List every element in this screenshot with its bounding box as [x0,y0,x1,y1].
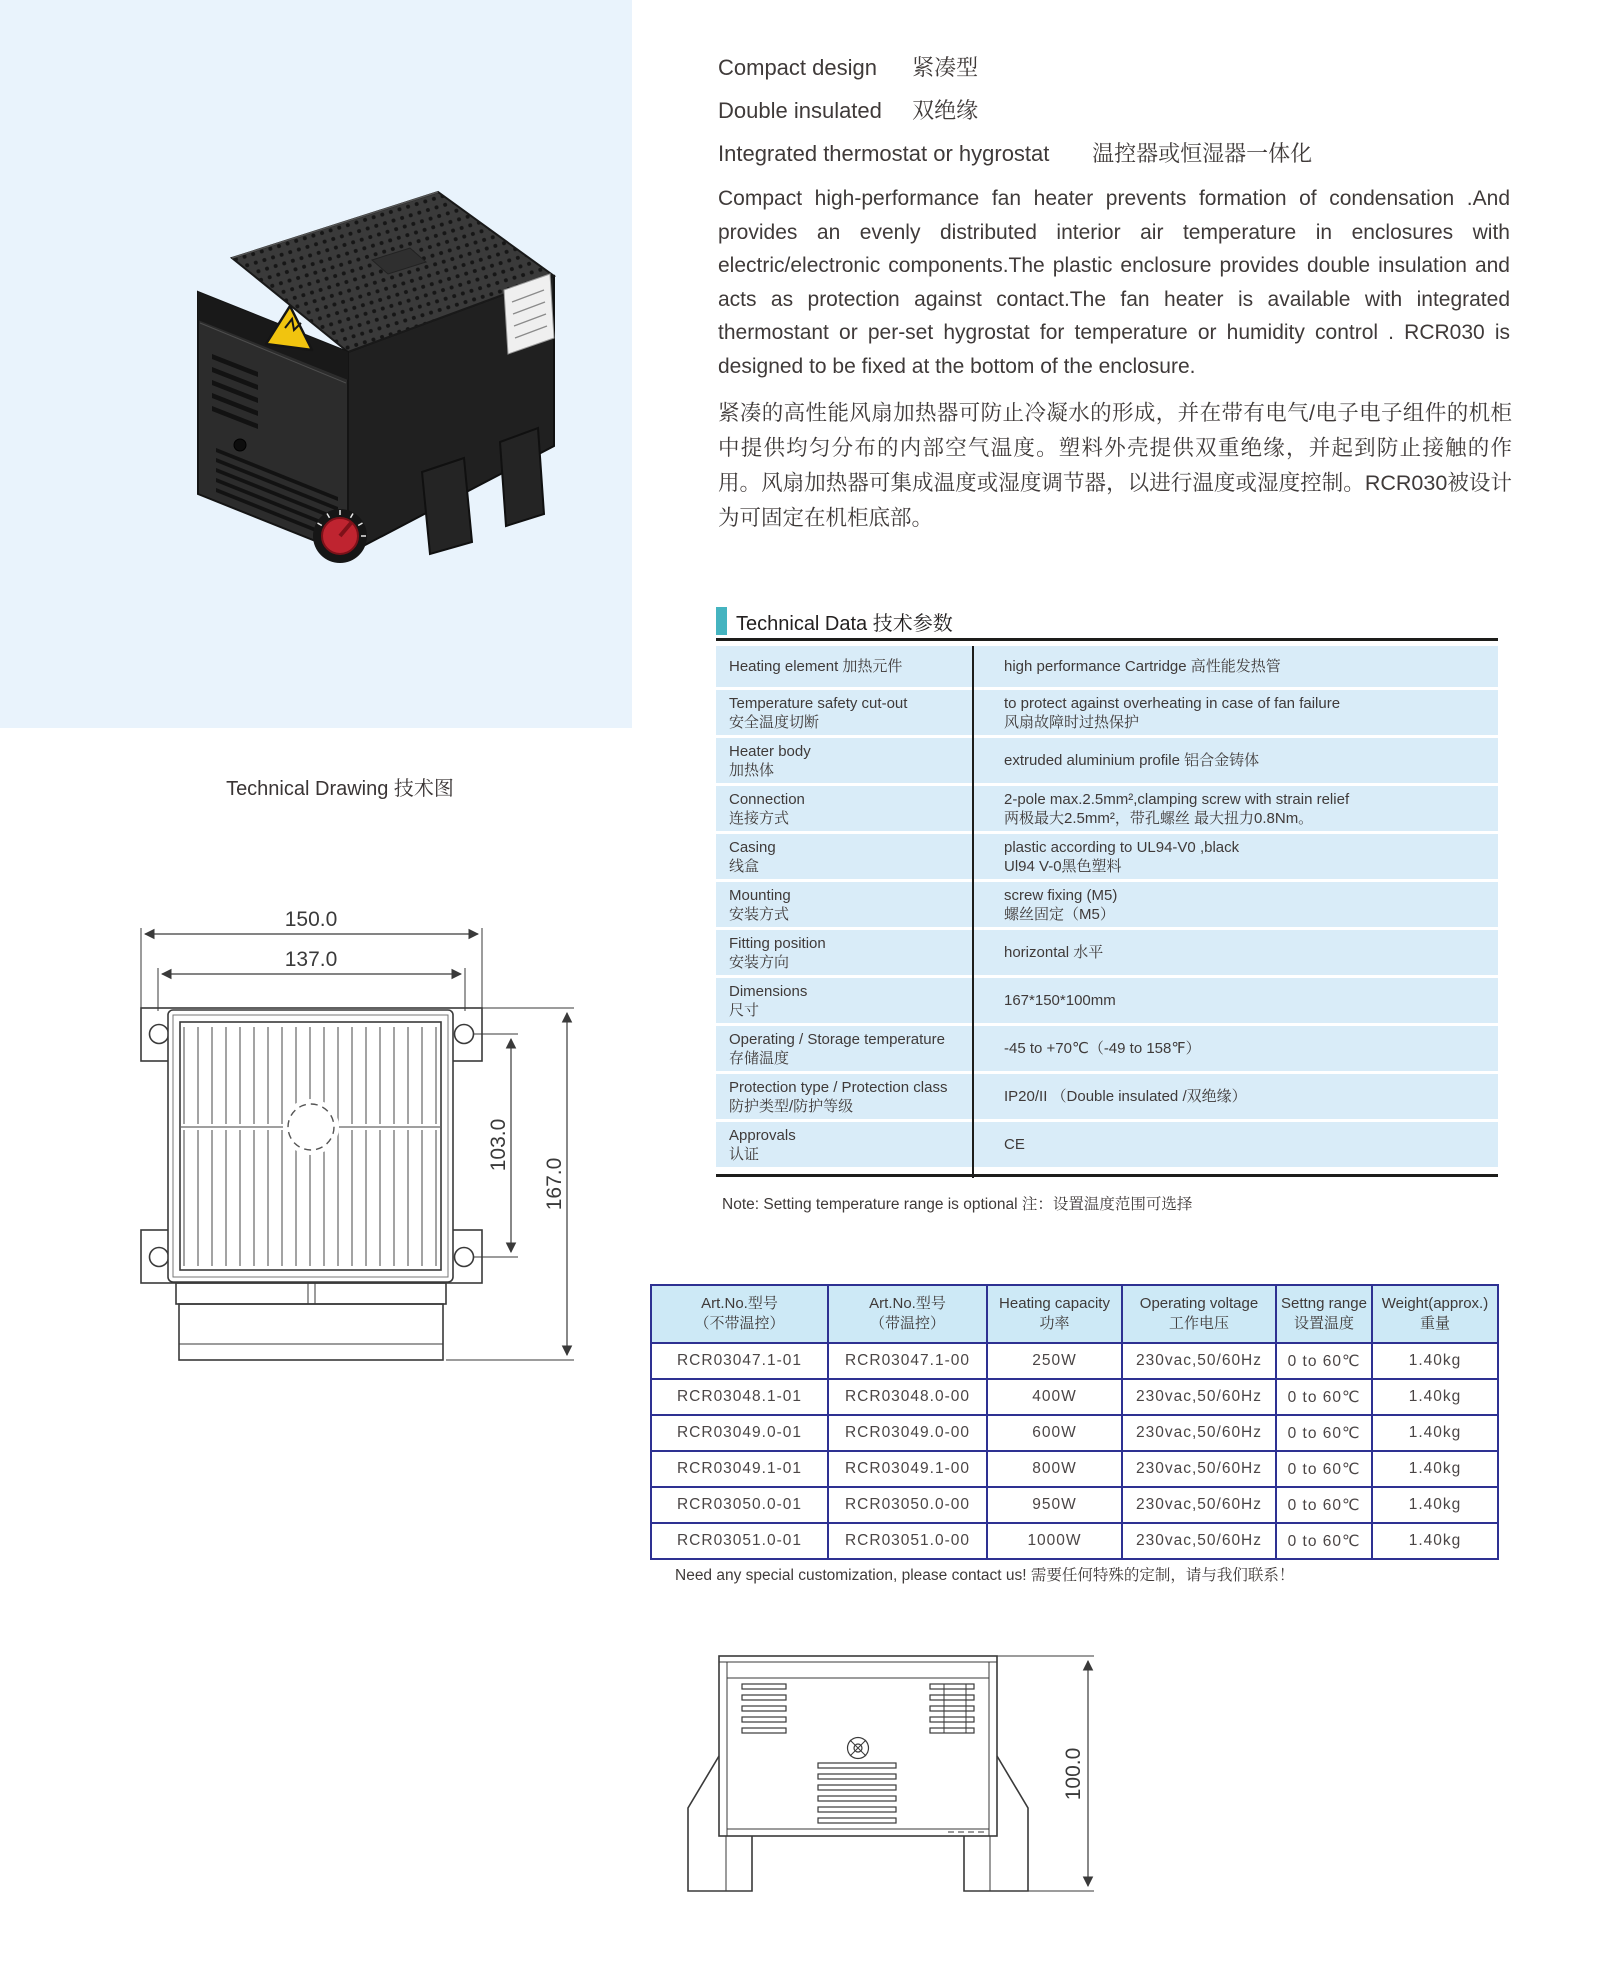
header-row [651,1285,1498,1343]
rear-vent-slots-left [742,1684,786,1733]
rear-view-drawing [648,1638,1118,1900]
technical-data-table [716,646,1498,1177]
dim-label-167: 167.0 [543,1157,566,1211]
table-row: RCR03050.0-01 RCR03050.0-00 950W 230vac,50/60Hz 0 to 60℃ 1.40kg [651,1487,1498,1523]
rear-vent-slots-right [930,1684,974,1733]
mounting-bracket [422,458,472,554]
feature-line [718,132,1312,175]
table-row: Heater body 加热体 extruded aluminium profile 铝合金铸体 [716,738,1498,783]
mounting-hole [150,1025,169,1044]
rear-left-bracket [688,1756,752,1891]
feature-zh: 紧凑型 [912,55,979,80]
table-row: Operating / Storage temperature 存储温度 -45 to +70℃（-49 to 158℉） [716,1026,1498,1071]
technical-drawing-caption: Technical Drawing 技术图 [226,778,454,800]
table-row: Approvals 认证 CE [716,1122,1498,1167]
mounting-hole [455,1025,474,1044]
feature-line [718,89,1312,132]
thermostat-knob [313,509,367,563]
rear-right-bracket [964,1756,1028,1891]
col-header: Settng range 设置温度 [1276,1285,1372,1343]
technical-data-title: Technical Data 技术参数 [736,612,953,635]
description-zh: 紧凑的高性能风扇加热器可防止冷凝水的形成，并在带有电气/电子电子组件的机柜中提供均匀分布的内部空气温度。塑料外壳提供双重绝缘，并起到防止接触的作用。风扇加热器可集成温度或湿度调节器，以进行温度或湿度控制。RCR030被设计为可固定在机柜底部。 [718,401,1512,530]
feature-line [718,46,1312,89]
table-row: RCR03049.1-01 RCR03049.1-00 800W 230vac,50/60Hz 0 to 60℃ 1.40kg [651,1451,1498,1487]
feature-en: Double insulated [718,98,882,123]
dim-label-137: 137.0 [284,948,338,971]
feature-en: Compact design [718,55,877,80]
table-row: RCR03049.0-01 RCR03049.0-00 600W 230vac,50/60Hz 0 to 60℃ 1.40kg [651,1415,1498,1451]
table-row: Protection type / Protection class 防护类型/防护等级 IP20/II （Double insulated /双绝缘） [716,1074,1498,1119]
table-row: RCR03047.1-01 RCR03047.1-00 250W 230vac,50/60Hz 0 to 60℃ 1.40kg [651,1343,1498,1379]
feature-zh: 双绝缘 [912,98,979,123]
dim-label-150: 150.0 [284,908,338,931]
feature-zh: 温控器或恒湿器一体化 [1092,141,1313,166]
col-header: Heating capacity 功率 [987,1285,1122,1343]
mounting-hole [150,1248,169,1267]
table-row: RCR03048.1-01 RCR03048.0-00 400W 230vac,50/60Hz 0 to 60℃ 1.40kg [651,1379,1498,1415]
teal-accent-bar [716,607,727,635]
table-row: Fitting position 安装方向 horizontal 水平 [716,930,1498,975]
product-table [650,1284,1499,1560]
rear-hub-screw [848,1738,869,1759]
rear-vent-slots-center [818,1763,896,1823]
table-row: Mounting 安装方式 screw fixing (M5) 螺丝固定（M5） [716,882,1498,927]
table-row: Dimensions 尺寸 167*150*100mm [716,978,1498,1023]
col-header: Art.No.型号 （不带温控） [651,1285,828,1343]
table-row: Connection 连接方式 2-pole max.2.5mm²,clamping screw with strain relief 两极最大2.5mm²，带孔螺丝 最大扭力0.8Nm。 [716,786,1498,831]
lower-housing [179,1304,443,1360]
dim-label-103: 103.0 [487,1118,510,1172]
housing-neck [176,1283,446,1304]
technical-data-header [716,604,1498,641]
feature-list [718,46,1312,175]
mounting-hole [455,1248,474,1267]
table-note: Note: Setting temperature range is optional 注：设置温度范围可选择 [722,1196,1193,1213]
mounting-bracket [500,428,544,526]
front-screw [234,439,246,451]
table-row: Temperature safety cut-out 安全温度切断 to protect against overheating in case of fan failure 风扇故障时过热保护 [716,690,1498,735]
col-header: Weight(approx.) 重量 [1372,1285,1498,1343]
customization-note: Need any special customization, please contact us! 需要任何特殊的定制，请与我们联系！ [675,1567,1295,1584]
description-en: Compact high-performance fan heater prevents formation of condensation .And provides an evenly distributed interior air temperature in enclosures with electric/electronic components.The plastic enclosure provides double insulation and acts as protection against contact.The fan heater is available with integrated thermostant or per-set hygrostat for temperature or humidity control . RCR030 is designed to be fixed at the bottom of the enclosure. [718,187,1510,378]
column-divider [972,646,974,1178]
rear-body-outline [719,1656,997,1836]
col-header: Art.No.型号 （带温控） [828,1285,987,1343]
feature-en: Integrated thermostat or hygrostat [718,141,1050,166]
product-photo [120,140,580,580]
table-row: Heating element 加热元件 high performance Cartridge 高性能发热管 [716,646,1498,687]
table-row: RCR03051.0-01 RCR03051.0-00 1000W 230vac,50/60Hz 0 to 60℃ 1.40kg [651,1523,1498,1559]
dim-label-100: 100.0 [1062,1747,1085,1801]
table-row: Casing 线盒 plastic according to UL94-V0 ,black Ul94 V-0黑色塑料 [716,834,1498,879]
front-view-drawing [118,898,598,1390]
col-header: Operating voltage 工作电压 [1122,1285,1276,1343]
